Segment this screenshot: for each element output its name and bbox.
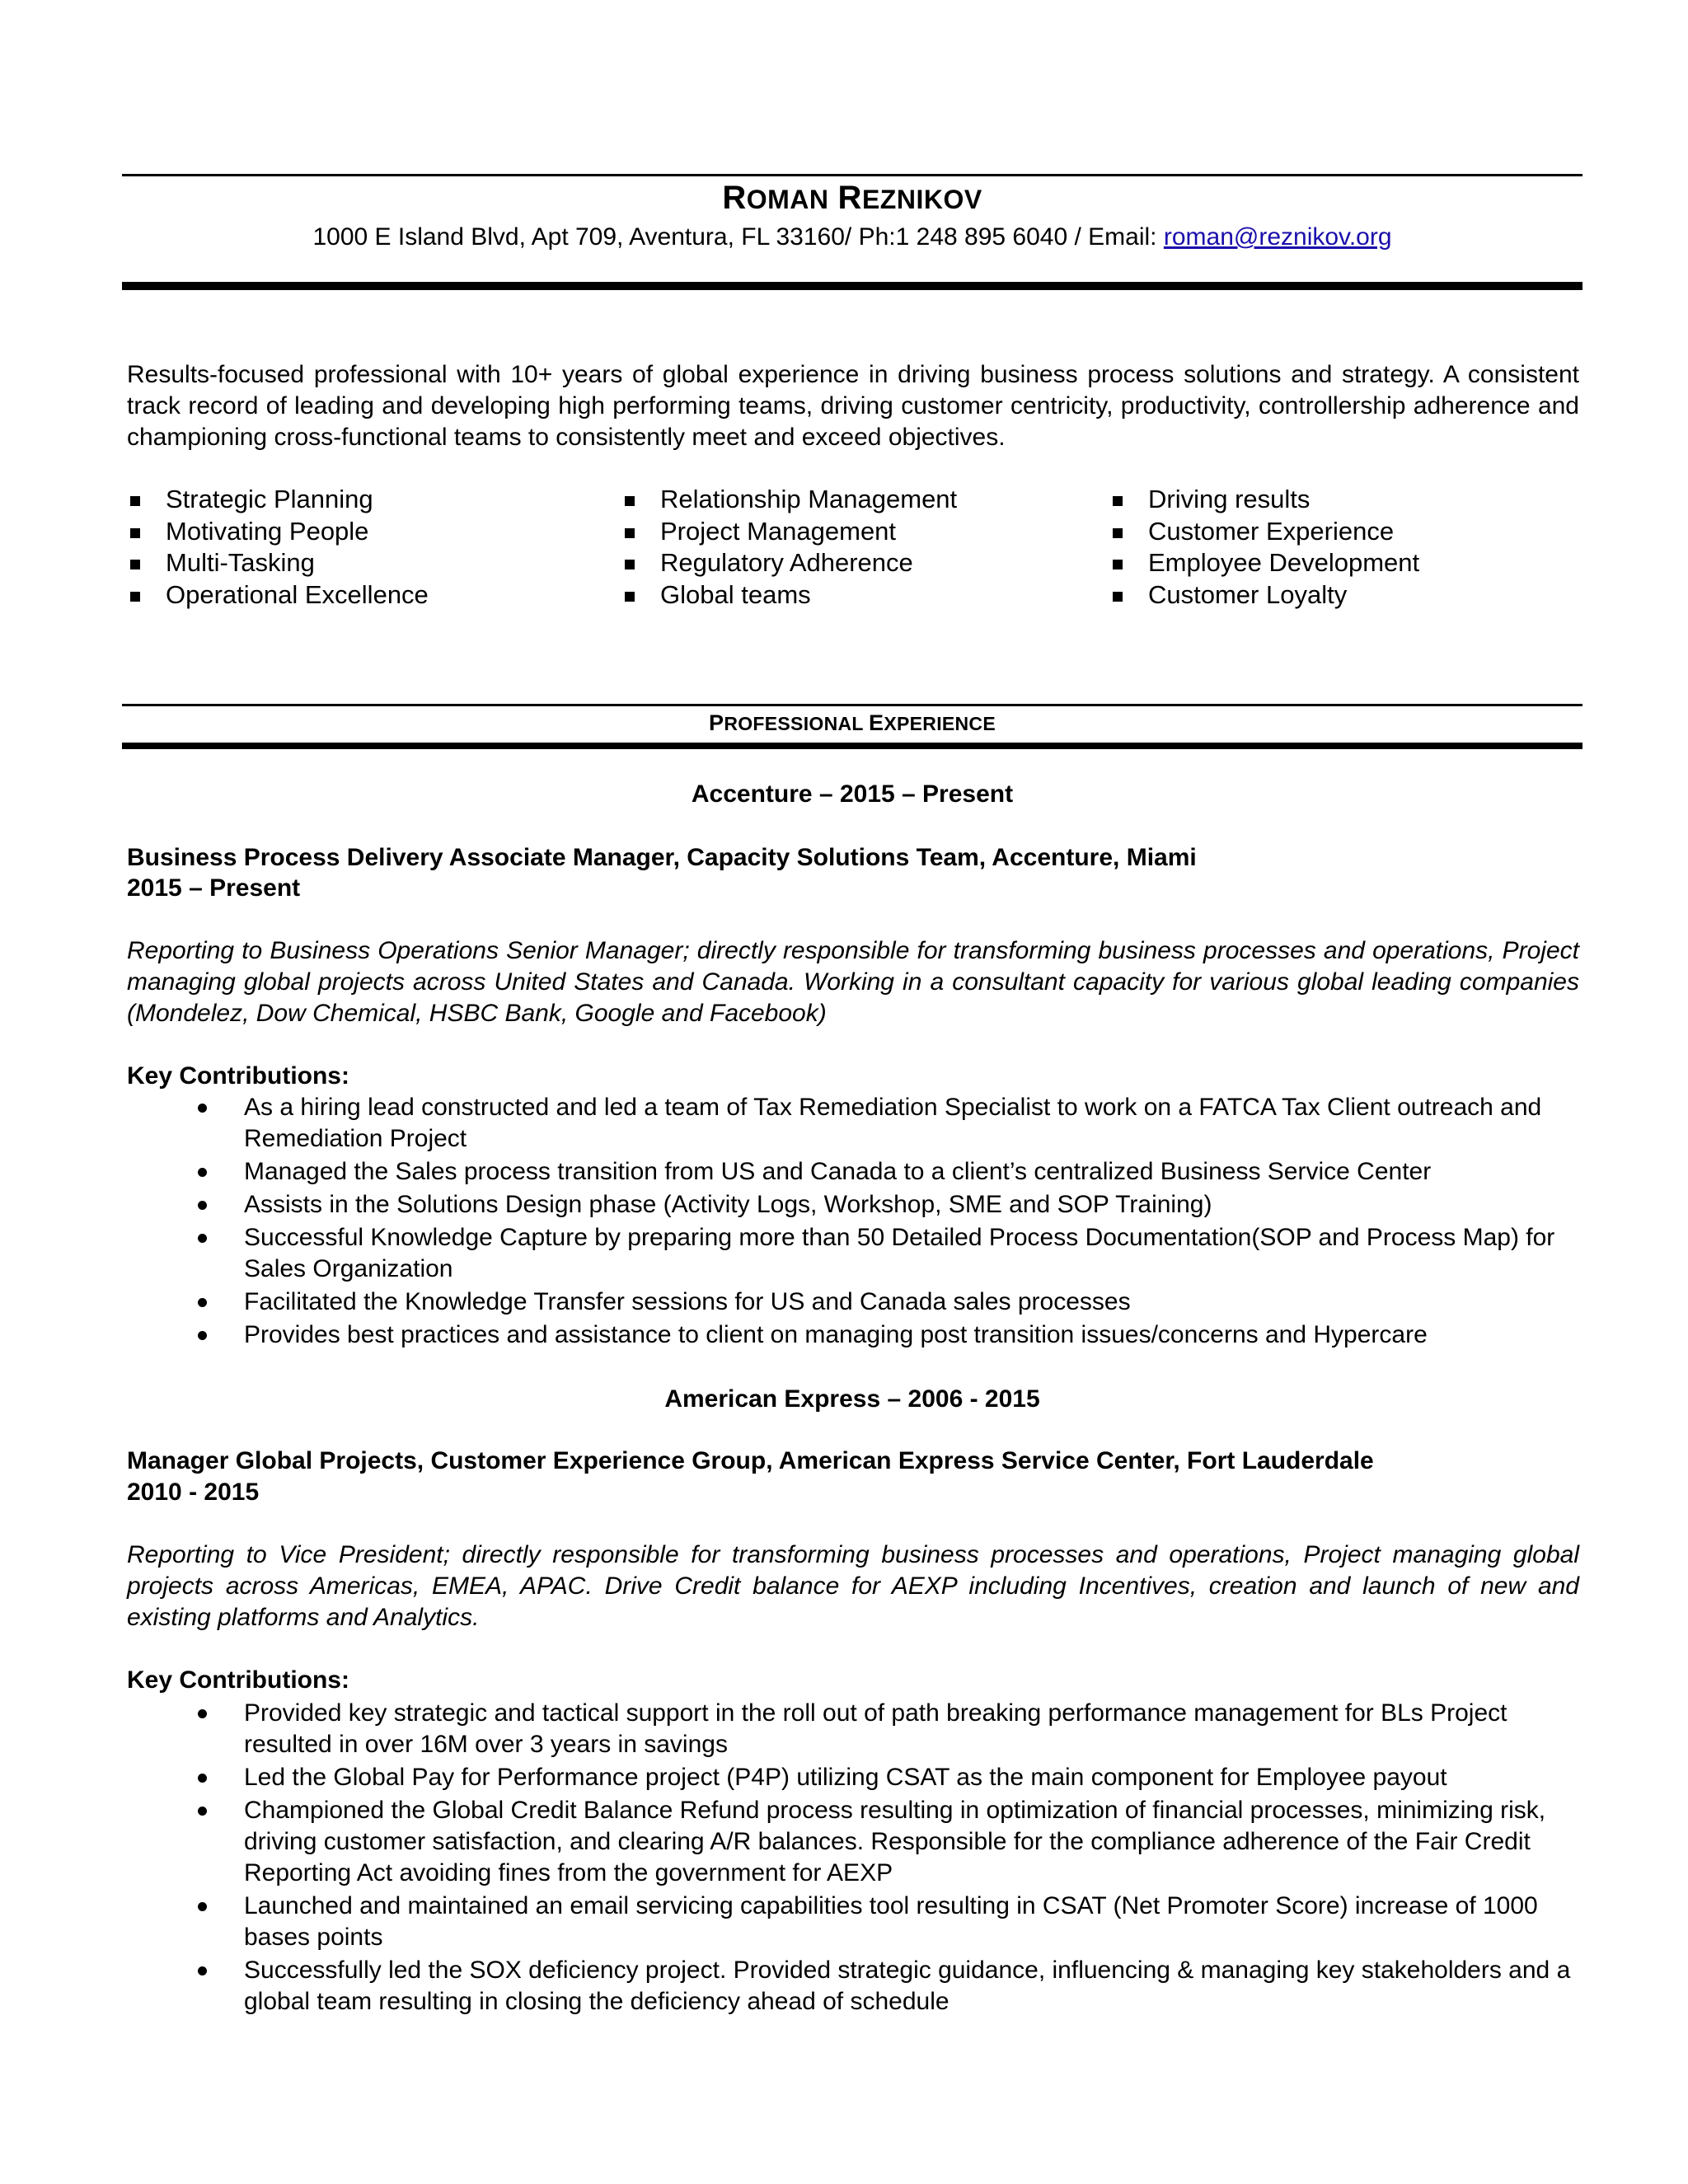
email-link[interactable]: roman@reznikov.org xyxy=(1163,223,1392,251)
skill-item: Operational Excellence xyxy=(127,579,429,612)
list-item: Successful Knowledge Capture by preparing more than 50 Detailed Process Documentation(SOP and Process Map) for Sales Organization xyxy=(195,1222,1584,1285)
skills-col-2 xyxy=(621,484,957,611)
list-item: Provided key strategic and tactical support in the roll out of path breaking performance management for BLs Project resulted in over 16M over 3 years in savings xyxy=(195,1698,1584,1760)
job-title: Business Process Delivery Associate Manager, Capacity Solutions Team, Accenture, Miami xyxy=(127,844,1197,871)
skill-item: Relationship Management xyxy=(621,484,957,516)
skills-col-1 xyxy=(127,484,429,611)
skill-item: Customer Loyalty xyxy=(1109,579,1419,612)
job-dates: 2010 - 2015 xyxy=(127,1479,260,1506)
skill-item: Global teams xyxy=(621,579,957,612)
contributions-list xyxy=(195,1092,1584,1352)
top-rule xyxy=(122,174,1582,176)
list-item: Led the Global Pay for Performance project (P4P) utilizing CSAT as the main component for Employee payout xyxy=(195,1762,1584,1793)
header-thick-rule xyxy=(122,282,1582,290)
list-item: Launched and maintained an email servicing capabilities tool resulting in CSAT (Net Promoter Score) increase of 1000 bases points xyxy=(195,1891,1584,1953)
skill-item: Project Management xyxy=(621,516,957,548)
list-item: Provides best practices and assistance to client on managing post transition issues/concerns and Hypercare xyxy=(195,1319,1584,1351)
skills-col-3 xyxy=(1109,484,1419,611)
key-contributions-label: Key Contributions: xyxy=(127,1062,349,1090)
skill-item: Employee Development xyxy=(1109,547,1419,579)
section-top-rule xyxy=(122,704,1582,706)
professional-summary: Results-focused professional with 10+ years of global experience in driving business process solutions and strategy. A consistent track record of leading and developing high performing teams, driving customer centricity, productivity, controllership adherence and championing cross-functional teams to consistently meet and exceed objectives. xyxy=(127,361,1579,451)
list-item: Assists in the Solutions Design phase (Activity Logs, Workshop, SME and SOP Training) xyxy=(195,1189,1584,1221)
company-heading: Accenture – 2015 – Present xyxy=(691,780,1014,808)
contact-line xyxy=(122,221,1582,254)
skill-item: Multi-Tasking xyxy=(127,547,429,579)
list-item: Championed the Global Credit Balance Refund process resulting in optimization of financial processes, minimizing risk, driving customer satisfaction, and clearing A/R balances. Responsible for the compliance adherence of the Fair Credit Reporting Act avoiding fines from the government for AEXP xyxy=(195,1795,1584,1889)
candidate-name: ROMAN REZNIKOV xyxy=(722,180,982,216)
key-contributions-label: Key Contributions: xyxy=(127,1666,349,1694)
job-description: Reporting to Vice President; directly responsible for transforming business processes and operations, Project managing global projects across Americas, EMEA, APAC. Drive Credit balance for AEXP including Incentives, creation and launch of new and existing platforms and Analytics. xyxy=(127,1541,1579,1631)
skill-item: Customer Experience xyxy=(1109,516,1419,548)
skill-item: Motivating People xyxy=(127,516,429,548)
skill-item: Regulatory Adherence xyxy=(621,547,957,579)
list-item: Managed the Sales process transition from US and Canada to a client’s centralized Business Service Center xyxy=(195,1156,1584,1188)
contributions-list xyxy=(195,1698,1584,2019)
job-dates: 2015 – Present xyxy=(127,874,301,902)
section-bottom-rule xyxy=(122,743,1582,749)
section-title-professional-experience: PROFESSIONAL EXPERIENCE xyxy=(709,710,996,735)
company-heading: American Express – 2006 - 2015 xyxy=(664,1385,1040,1413)
list-item: Successfully led the SOX deficiency project. Provided strategic guidance, influencing & managing key stakeholders and a global team resulting in closing the deficiency ahead of schedule xyxy=(195,1955,1584,2018)
list-item: As a hiring lead constructed and led a team of Tax Remediation Specialist to work on a FATCA Tax Client outreach and Remediation Project xyxy=(195,1092,1584,1155)
list-item: Facilitated the Knowledge Transfer sessions for US and Canada sales processes xyxy=(195,1286,1584,1318)
job-title: Manager Global Projects, Customer Experience Group, American Express Service Center, Fort Lauderdale xyxy=(127,1447,1374,1474)
job-description: Reporting to Business Operations Senior Manager; directly responsible for transforming business processes and operations, Project managing global projects across United States and Canada. Working in a consultant capacity for various global leading companies (Mondelez, Dow Chemical, HSBC Bank, Google and Facebook) xyxy=(127,937,1579,1027)
address-text: 1000 E Island Blvd, Apt 709, Aventura, FL 33160/ Ph:1 248 895 6040 / Email: xyxy=(312,223,1164,251)
skill-item: Strategic Planning xyxy=(127,484,429,516)
skill-item: Driving results xyxy=(1109,484,1419,516)
